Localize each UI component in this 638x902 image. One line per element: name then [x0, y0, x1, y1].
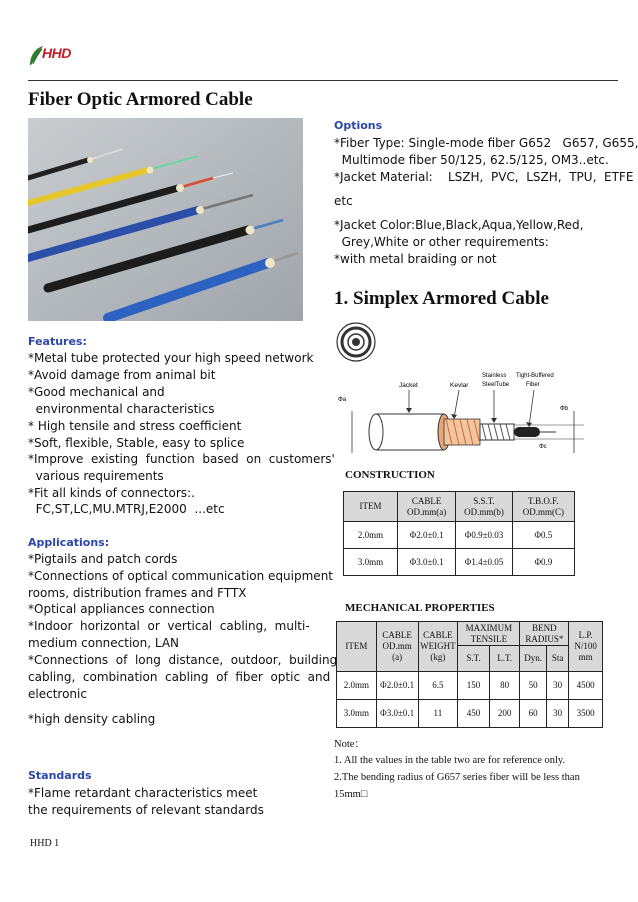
features-line-6: *Soft, flexible, Stable, easy to splice: [28, 436, 245, 450]
steel-label-1: Stainless: [482, 373, 507, 379]
applications-line-2: *Connections of optical communication equipment: [28, 569, 333, 583]
options-line-2: Multimode fiber 50/125, 62.5/125, OM3..etc.: [334, 153, 609, 167]
features-line-1: *Metal tube protected your high speed network: [28, 351, 314, 365]
cable-diagram: [334, 318, 594, 458]
options-line-7: *with metal braiding or not: [334, 252, 497, 266]
options-line-5: *Jacket Color:Blue,Black,Aqua,Yellow,Red,: [334, 218, 584, 232]
applications-line-1: *Pigtails and patch cords: [28, 552, 178, 566]
options-heading: Options: [334, 119, 383, 132]
features-line-4: environmental characteristics: [28, 402, 215, 416]
construction-header-item: ITEM: [344, 492, 398, 522]
construction-header-tbof: T.B.O.F. OD.mm(C): [512, 492, 574, 522]
fiber-label-1: Tight-Buffered: [516, 373, 554, 379]
phi-b-label: Φb: [560, 406, 569, 412]
options-line-3: *Jacket Material: LSZH, PVC, LSZH, TPU, ETFE: [334, 170, 634, 184]
construction-header-cable: CABLE OD.mm(a): [397, 492, 455, 522]
table-row: 3.0mm Φ3.0±0.1 Φ1.4±0.05 Φ0.9: [344, 549, 575, 576]
mech-header-item: ITEM: [337, 622, 377, 672]
features-line-2: *Avoid damage from animal bit: [28, 368, 216, 382]
note-line-2: 2.The bending radius of G657 series fiber will be less than: [334, 772, 580, 783]
mech-header-st: S.T.: [458, 646, 490, 672]
mechanical-table: [336, 621, 603, 728]
steel-label-2: SteelTube: [482, 382, 510, 388]
table-row: 2.0mm Φ2.0±0.1 6.5 150 80 50 30 4500: [337, 672, 603, 700]
standards-line-1: *Flame retardant characteristics meet: [28, 786, 258, 800]
jacket-label: Jacket: [399, 382, 418, 389]
note-line-1: 1. All the values in the table two are for reference only.: [334, 755, 566, 766]
features-line-8: various requirements: [28, 469, 164, 483]
construction-table: [343, 491, 575, 576]
mech-header-lp: L.P. N/100 mm: [569, 622, 603, 672]
applications-line-6: medium connection, LAN: [28, 636, 180, 650]
options-line-4: etc: [334, 194, 353, 208]
applications-line-3: rooms, distribution frames and FTTX: [28, 586, 247, 600]
features-heading: Features:: [28, 335, 87, 348]
construction-header-sst: S.S.T. OD.mm(b): [456, 492, 512, 522]
mech-header-od: CABLE OD.mm (a): [376, 622, 418, 672]
applications-line-4: *Optical appliances connection: [28, 602, 215, 616]
applications-heading: Applications:: [28, 536, 110, 549]
features-line-5: * High tensile and stress coefficient: [28, 419, 242, 433]
mech-header-bend: BEND RADIUS*: [520, 622, 569, 646]
table-row: 2.0mm Φ2.0±0.1 Φ0.9±0.03 Φ0.5: [344, 522, 575, 549]
mech-header-tensile: MAXIMUM TENSILE: [458, 622, 520, 646]
fiber-label-2: Fiber: [526, 382, 540, 388]
features-line-7: *Improve existing function based on customers': [28, 452, 335, 466]
applications-line-9: electronic: [28, 687, 87, 701]
applications-line-10: *high density cabling: [28, 712, 156, 726]
note-line-3: 15mm□: [334, 789, 368, 800]
mech-header-dyn: Dyn.: [520, 646, 546, 672]
features-line-9: *Fit all kinds of connectors:.: [28, 486, 195, 500]
mech-header-sta: Sta: [546, 646, 568, 672]
product-photo: [28, 118, 303, 321]
mech-header-lt: L.T.: [489, 646, 520, 672]
page-title: Fiber Optic Armored Cable: [28, 89, 253, 110]
construction-title: CONSTRUCTION: [345, 469, 435, 481]
standards-heading: Standards: [28, 769, 92, 782]
table-row: 3.0mm Φ3.0±0.1 11 450 200 60 30 3500: [337, 700, 603, 728]
standards-line-2: the requirements of relevant standards: [28, 803, 264, 817]
options-line-6: Grey,White or other requirements:: [334, 235, 549, 249]
company-logo: [28, 44, 74, 68]
applications-line-5: *Indoor horizontal or vertical cabling, multi-: [28, 619, 310, 633]
mech-header-weight: CABLE WEIGHT (kg): [418, 622, 458, 672]
options-line-1: *Fiber Type: Single-mode fiber G652 G657, G655,: [334, 136, 638, 150]
note-heading: Note：: [334, 739, 365, 750]
applications-line-8: cabling, combination cabling of fiber optic and: [28, 670, 331, 684]
page-footer: HHD 1: [30, 838, 60, 849]
section-title: 1. Simplex Armored Cable: [334, 288, 549, 309]
logo-text: HHD: [42, 45, 71, 61]
phi-c-label: Φc: [539, 444, 547, 450]
phi-a-label: Φa: [338, 397, 347, 403]
mechanical-title: MECHANICAL PROPERTIES: [345, 602, 495, 614]
features-line-10: FC,ST,LC,MU.MTRJ,E2000 ...etc: [28, 502, 225, 516]
header-rule: [28, 80, 618, 81]
applications-line-7: *Connections of long distance, outdoor, building: [28, 653, 338, 667]
kevlar-label: Kevlar: [450, 382, 469, 389]
features-line-3: *Good mechanical and: [28, 385, 165, 399]
